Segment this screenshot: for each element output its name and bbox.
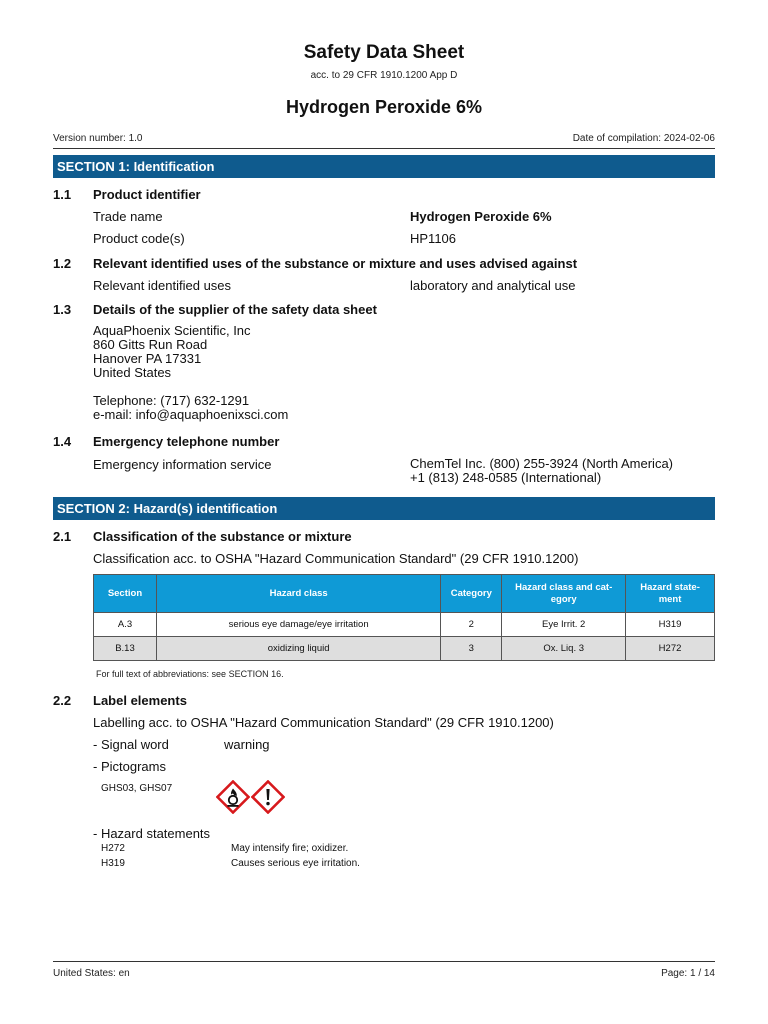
column-header-category: Category (441, 575, 502, 613)
subsection-title: Relevant identified uses of the substance or mixture and uses advised against (93, 256, 578, 271)
column-header-hazard-statement: Hazard state- ment (626, 575, 715, 613)
table-row (94, 637, 715, 661)
labelling-intro: Labelling acc. to OSHA "Hazard Communication Standard" (29 CFR 1910.1200) (93, 715, 554, 730)
footer-locale: United States: en (53, 968, 130, 979)
table-cell: 3 (441, 637, 502, 661)
column-header-hazard-class: Hazard class (156, 575, 440, 613)
product-code-label: Product code(s) (93, 231, 185, 246)
subsection-number: 1.4 (53, 434, 72, 449)
table-row (94, 613, 715, 637)
flame-over-circle-icon (216, 780, 250, 814)
product-title: Hydrogen Peroxide 6% (285, 97, 483, 117)
emergency-service-value (410, 457, 673, 485)
footer-divider (53, 961, 715, 962)
hazard-classification-table (93, 574, 715, 661)
signal-word-value: warning (224, 737, 270, 752)
page-number: Page: 1 / 14 (661, 968, 715, 979)
subsection-title: Product identifier (93, 187, 201, 202)
subsection-number: 2.1 (53, 529, 72, 544)
emergency-phone-international: +1 (813) 248-0585 (International) (410, 470, 602, 485)
table-header-row (94, 575, 715, 613)
subsection-title: Emergency telephone number (93, 434, 280, 449)
pictogram-codes: GHS03, GHS07 (101, 783, 173, 794)
table-cell: H319 (626, 613, 715, 637)
section-2-heading: SECTION 2: Hazard(s) identification (53, 497, 715, 520)
abbreviations-note: For full text of abbreviations: see SECTION 16. (96, 669, 284, 679)
table-cell: A.3 (94, 613, 157, 637)
trade-name-value: Hydrogen Peroxide 6% (410, 209, 552, 224)
supplier-country: United States (93, 365, 172, 380)
emergency-service-label: Emergency information service (93, 457, 272, 472)
supplier-telephone: Telephone: (717) 632-1291 (93, 393, 250, 408)
trade-name-label: Trade name (93, 209, 163, 224)
emergency-phone-north-america: ChemTel Inc. (800) 255-3924 (North America) (410, 456, 674, 471)
hazard-statement-text: Causes serious eye irritation. (231, 858, 360, 869)
section-1-heading: SECTION 1: Identification (53, 155, 715, 178)
table-cell: 2 (441, 613, 502, 637)
column-header-hazard-class-category: Hazard class and cat- egory (502, 575, 626, 613)
classification-intro: Classification acc. to OSHA "Hazard Communication Standard" (29 CFR 1910.1200) (93, 551, 579, 566)
hazard-statements-label: - Hazard statements (93, 826, 211, 841)
table-cell: Eye Irrit. 2 (502, 613, 626, 637)
subsection-title: Classification of the substance or mixture (93, 529, 352, 544)
hazard-statement-code: H319 (101, 858, 125, 869)
compilation-date: Date of compilation: 2024-02-06 (572, 133, 715, 144)
table-cell: H272 (626, 637, 715, 661)
identified-uses-value: laboratory and analytical use (410, 278, 576, 293)
subsection-number: 1.3 (53, 302, 72, 317)
supplier-address (93, 324, 288, 422)
subsection-number: 1.1 (53, 187, 72, 202)
document-title: Safety Data Sheet (303, 42, 465, 63)
product-code-value: HP1106 (410, 231, 457, 246)
table-cell: serious eye damage/eye irritation (156, 613, 440, 637)
regulation-subtitle: acc. to 29 CFR 1910.1200 App D (310, 70, 458, 81)
subsection-number: 2.2 (53, 693, 72, 708)
subsection-number: 1.2 (53, 256, 72, 271)
hazard-statement-text: May intensify fire; oxidizer. (231, 843, 349, 854)
exclamation-mark-icon (251, 780, 285, 814)
hazard-statement-code: H272 (101, 843, 125, 854)
supplier-street: 860 Gitts Run Road (93, 337, 208, 352)
header-divider (53, 148, 715, 149)
subsection-title: Details of the supplier of the safety data sheet (93, 302, 377, 317)
supplier-company: AquaPhoenix Scientific, Inc (93, 323, 251, 338)
signal-word-label: - Signal word (93, 737, 169, 752)
table-cell: oxidizing liquid (156, 637, 440, 661)
subsection-title: Label elements (93, 693, 187, 708)
pictograms-label: - Pictograms (93, 759, 166, 774)
identified-uses-label: Relevant identified uses (93, 278, 232, 293)
supplier-city: Hanover PA 17331 (93, 351, 202, 366)
version-number: Version number: 1.0 (53, 133, 143, 144)
column-header-section: Section (94, 575, 157, 613)
supplier-email: e-mail: info@aquaphoenixsci.com (93, 407, 289, 422)
table-cell: Ox. Liq. 3 (502, 637, 626, 661)
table-cell: B.13 (94, 637, 157, 661)
